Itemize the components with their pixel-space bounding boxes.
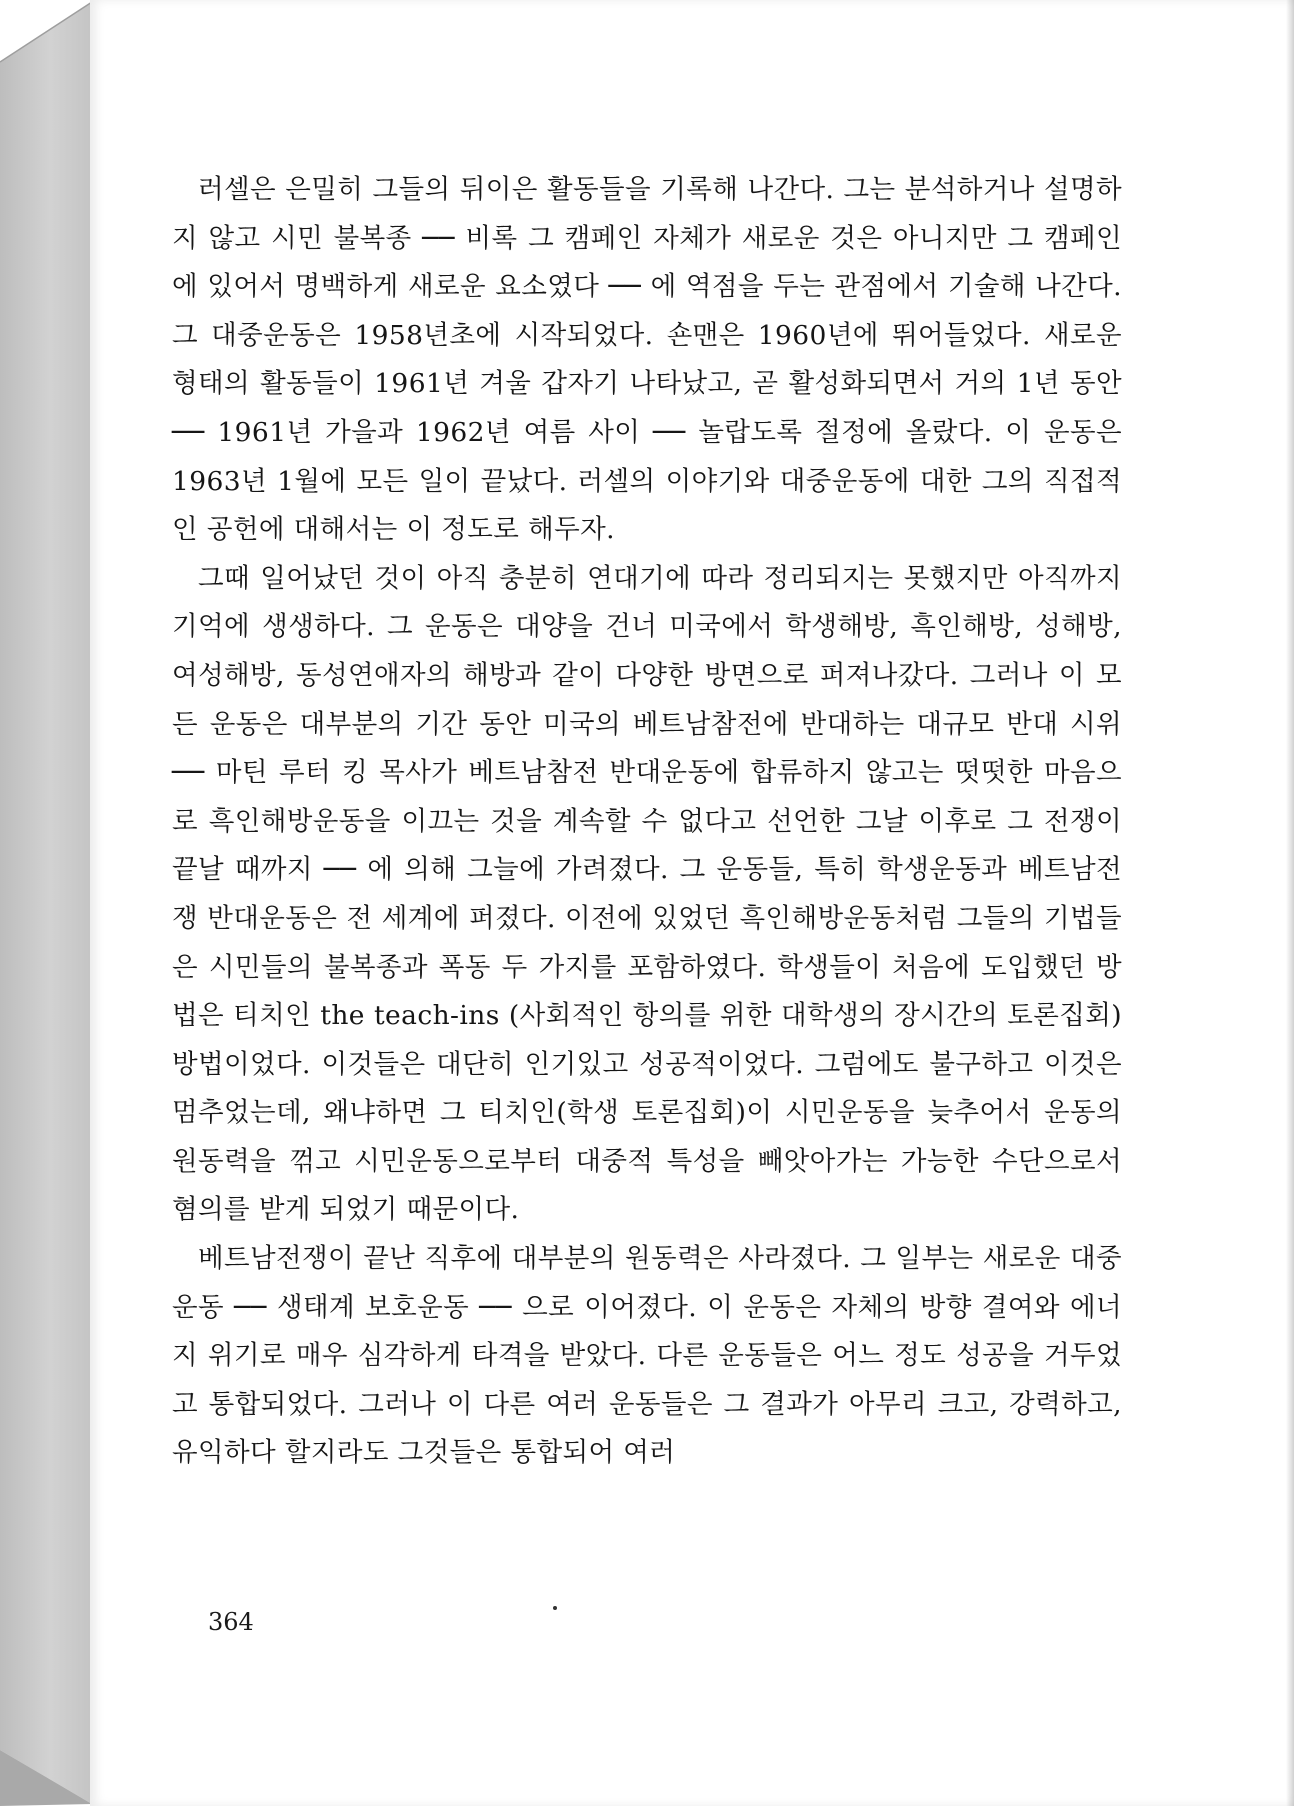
paragraph-2: 그때 일어났던 것이 아직 충분히 연대기에 따라 정리되지는 못했지만 아직까지 기억에 생생하다. 그 운동은 대양을 건너 미국에서 학생해방, 흑인해방, 성해방, 여성해방, 동성연애자의 해방과 같이 다양한 방면으로 퍼져나갔다. 그러나 이 모든 운동은 대부분의 기간 동안 미국의 베트남참전에 반대하는 대규모 반대 시위 ── 마틴 루터 킹 목사가 베트남참전 반대운동에 합류하지 않고는 떳떳한 마음으로 흑인해방운동을 이끄는 것을 계속할 수 없다고 선언한 그날 이후로 그 전쟁이 끝날 때까지 ── 에 의해 그늘에 가려졌다. 그 운동들, 특히 학생운동과 베트남전쟁 반대운동은 전 세계에 퍼졌다. 이전에 있었던 흑인해방운동처럼 그들의 기법들은 시민들의 불복종과 폭동 두 가지를 포함하였다. 학생들이 처음에 도입했던 방법은 티치인 the teach-ins (사회적인 항의를 위한 대학생의 장시간의 토론집회) 방법이었다. 이것들은 대단히 인기있고 성공적이었다. 그럼에도 불구하고 이것은 멈추었는데, 왜냐하면 그 티치인(학생 토론집회)이 시민운동을 늦추어서 운동의 원동력을 꺾고 시민운동으로부터 대중적 특성을 빼앗아가는 가능한 수단으로서 혐의를 받게 되었기 때문이다. xyxy=(172,562,1122,1226)
body-text xyxy=(172,166,1122,1478)
paragraph-3: 베트남전쟁이 끝난 직후에 대부분의 원동력은 사라졌다. 그 일부는 새로운 대중운동 ── 생태계 보호운동 ── 으로 이어졌다. 이 운동은 자체의 방향 결여와 에너지 위기로 매우 심각하게 타격을 받았다. 다른 운동들은 어느 정도 성공을 거두었고 통합되었다. 그러나 이 다른 여러 운동들은 그 결과가 아무리 크고, 강력하고, 유익하다 할지라도 그것들은 통합되어 여러 xyxy=(172,1243,1122,1469)
paragraph-1: 러셀은 은밀히 그들의 뒤이은 활동들을 기록해 나간다. 그는 분석하거나 설명하지 않고 시민 불복종 ── 비록 그 캠페인 자체가 새로운 것은 아니지만 그 캠페인에 있어서 명백하게 새로운 요소였다 ── 에 역점을 두는 관점에서 기술해 나간다. 그 대중운동은 1958년초에 시작되었다. 숀맨은 1960년에 뛰어들었다. 새로운 형태의 활동들이 1961년 겨울 갑자기 나타났고, 곧 활성화되면서 거의 1년 동안 ── 1961년 가을과 1962년 여름 사이 ── 놀랍도록 절정에 올랐다. 이 운동은 1963년 1월에 모든 일이 끝났다. 러셀의 이야기와 대중운동에 대한 그의 직접적인 공헌에 대해서는 이 정도로 해두자. xyxy=(172,174,1122,546)
page-edge-shadow xyxy=(1286,0,1294,1806)
page-number: 364 xyxy=(208,1608,254,1636)
